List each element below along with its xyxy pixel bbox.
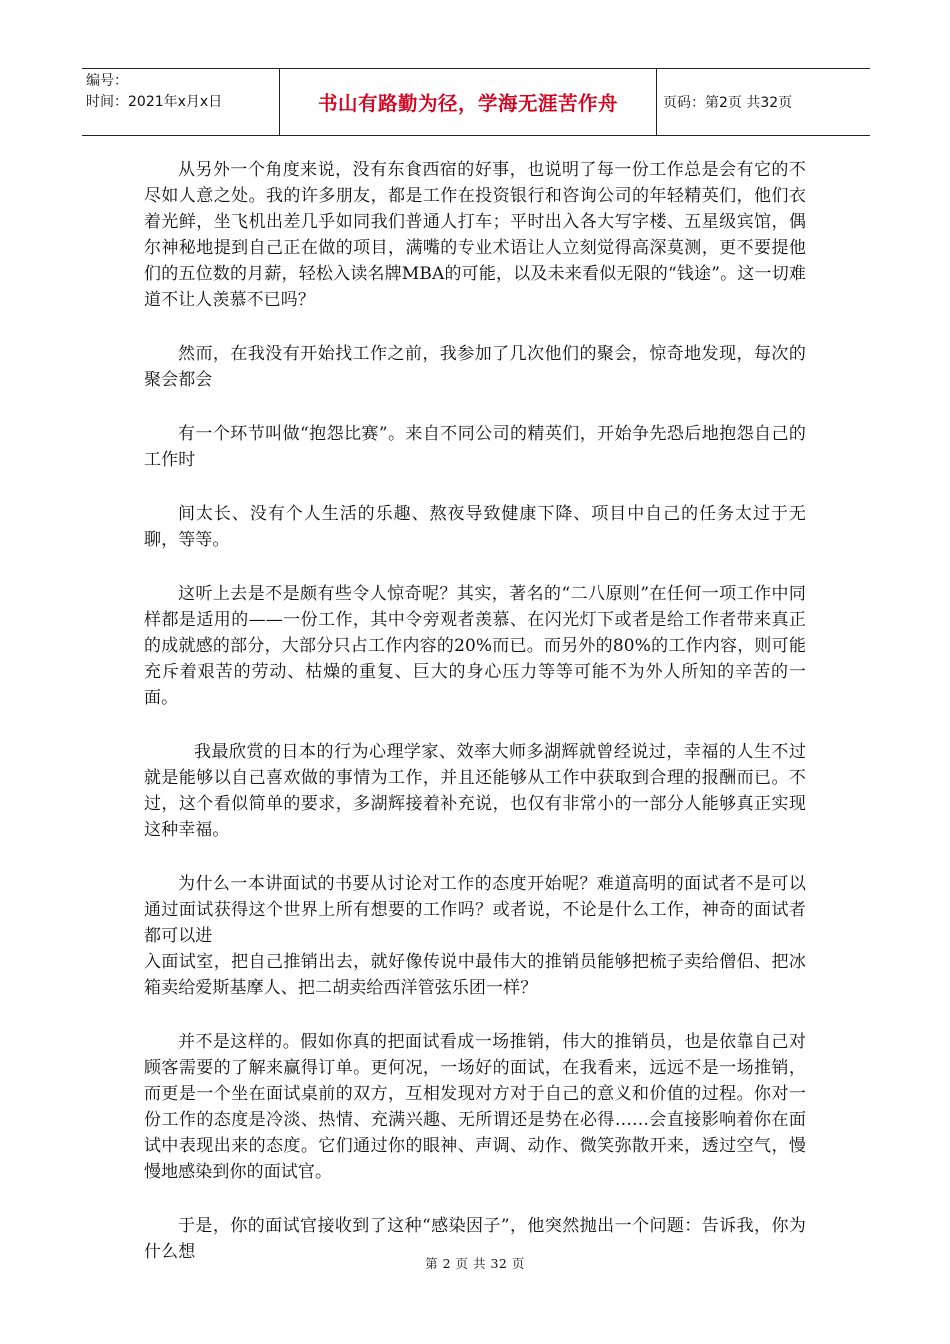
body-paragraph: 入面试室，把自己推销出去，就好像传说中最伟大的推销员能够把梳子卖给僧侣、把冰箱卖给爱斯基摩人、把二胡卖给西洋管弦乐团一样？ — [144, 952, 806, 998]
header-page-cell — [657, 69, 870, 135]
document-date-label: 时间：2021年x月x日 — [86, 94, 223, 110]
header-motto: 书山有路勤为径，学海无涯苦作舟 — [317, 92, 618, 115]
body-paragraph: 从另外一个角度来说，没有东食西宿的好事，也说明了每一份工作总是会有它的不尽如人意之处。我的许多朋友，都是工作在投资银行和咨询公司的年轻精英们，他们衣着光鲜，坐飞机出差几乎如同我们普通人打车；平时出入各大写字楼、五星级宾馆，偶尔神秘地提到自己正在做的项目，满嘴的专业术语让人立刻觉得高深莫测，更不要提他们的五位数的月薪，轻松入读名牌MBA的可能，以及未来看似无限的“钱途”。这一切难道不让人羡慕不已吗？ — [144, 160, 806, 310]
page-footer: 第 2 页 共 32 页 — [425, 1256, 525, 1271]
header-motto-cell — [280, 69, 657, 135]
body-paragraph: 为什么一本讲面试的书要从讨论对工作的态度开始呢？难道高明的面试者不是可以通过面试获得这个世界上所有想要的工作吗？或者说，不论是什么工作，神奇的面试者都可以进 — [144, 874, 806, 946]
document-header — [82, 68, 870, 136]
body-paragraph: 这听上去是不是颇有些令人惊奇呢？其实，著名的“二八原则”在任何一项工作中同样都是适用的——一份工作，其中令旁观者羡慕、在闪光灯下或者是给工作者带来真正的成就感的部分，大部分只占工作内容的20%而已。而另外的80%的工作内容，则可能充斥着艰苦的劳动、枯燥的重复、巨大的身心压力等等可能不为外人所知的辛苦的一面。 — [144, 584, 806, 708]
header-meta-cell — [82, 69, 280, 135]
document-number-label: 编号： — [86, 73, 128, 89]
body-paragraph: 并不是这样的。假如你真的把面试看成一场推销，伟大的推销员，也是依靠自己对顾客需要的了解来赢得订单。更何况，一场好的面试，在我看来，远远不是一场推销，而更是一个坐在面试桌前的双方，互相发现对方对于自己的意义和价值的过程。你对一份工作的态度是冷淡、热情、充满兴趣、无所谓还是势在必得……会直接影响着你在面试中表现出来的态度。它们通过你的眼神、声调、动作、微笑弥散开来，透过空气，慢慢地感染到你的面试官。 — [144, 1032, 806, 1182]
body-paragraph: 我最欣赏的日本的行为心理学家、效率大师多湖辉就曾经说过，幸福的人生不过就是能够以自己喜欢做的事情为工作，并且还能够从工作中获取到合理的报酬而已。不过，这个看似简单的要求，多湖辉接着补充说，也仅有非常小的一部分人能够真正实现这种幸福。 — [144, 742, 806, 840]
body-paragraph: 然而，在我没有开始找工作之前，我参加了几次他们的聚会，惊奇地发现，每次的聚会都会 — [144, 344, 806, 390]
body-paragraph: 于是，你的面试官接收到了这种“感染因子”，他突然抛出一个问题：告诉我，你为什么想 — [144, 1216, 806, 1262]
document-body — [144, 157, 806, 1293]
body-paragraph: 有一个环节叫做“抱怨比赛”。来自不同公司的精英们，开始争先恐后地抱怨自己的工作时 — [144, 424, 806, 470]
header-page-info: 页码：第2页 共32页 — [663, 95, 793, 111]
body-paragraph: 间太长、没有个人生活的乐趣、熬夜导致健康下降、项目中自己的任务太过于无聊，等等。 — [144, 504, 806, 550]
